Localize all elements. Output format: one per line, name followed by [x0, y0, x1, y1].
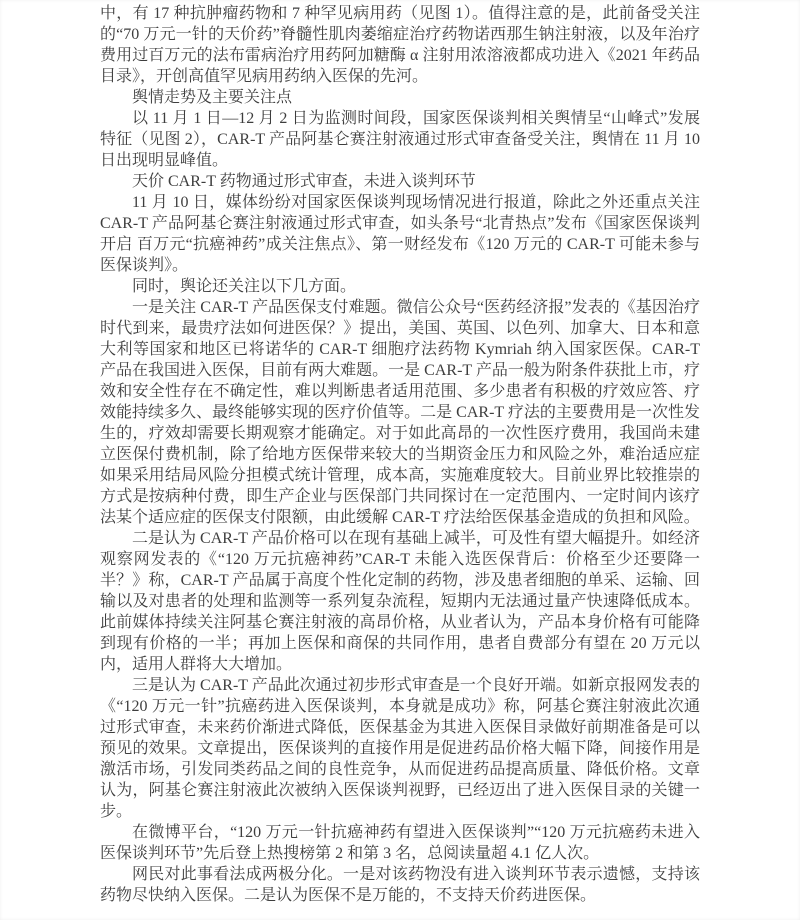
section-heading-cart-formal-review: 天价 CAR-T 药物通过形式审查，未进入谈判环节 [132, 173, 476, 190]
paragraph-point-one-payment-difficulty: 一是关注 CAR-T 产品医保支付难题。微信公众号“医药经济报”发表的《基因治疗时代到来，最贵疗法如何进医保？》提出，美国、英国、以色列、加拿大、日本和意大利等国家和地区已将诺华的 CAR-T 细胞疗法药物 Kymriah 纳入国家医保。CAR-T 产品在我国进入医保，目前有两大难题。一是 CAR-T 产品一般为附条件获批上市，疗效和安全性存在不确定性，难以判断患者适用范围、多少患者有积极的疗效应答、疗效能持续多久、最终能够实现的医疗价值等。二是 CAR-T 疗法的主要费用是一次性发生的，疗效却需要长期观察才能确定。对于如此高昂的一次性医疗费用，我国尚未建立医保付费机制，除了给地方医保带来较大的当期资金压力和风险之外，难治适应症如果采用结局风险分担模式统计管理，成本高，实施难度较大。目前业界比较推崇的方式是按病种付费，即生产企业与医保部门共同探讨在一定范围内、一定时间内该疗法某个适应症的医保支付限额，由此缓解 CAR-T 疗法给医保基金造成的负担和风险。 [100, 299, 700, 526]
paragraph-continuation: 中，有 17 种抗肿瘤药物和 7 种罕见病用药（见图 1）。值得注意的是，此前备受关注的“70 万元一针的天价药”脊髓性肌肉萎缩症治疗药物诺西那生钠注射液，以及年治疗费用过百万元的法布雷病治疗用药阿加糖酶 α 注射用浓溶液都成功进入《2021 年药品目录》，开创高值罕见病用药纳入医保的先河。 [100, 5, 700, 85]
paragraph-media-reports: 11 月 10 日，媒体纷纷对国家医保谈判现场情况进行报道，除此之外还重点关注 CAR-T 产品阿基仑赛注射液通过形式审查，如头条号“北青热点”发布《国家医保谈判开启 百万元“抗癌神药”成关注焦点》、第一财经发布《120 万元的 CAR-T 可能未参与医保谈判》。 [100, 194, 700, 274]
paragraph-weibo-hot-search: 在微博平台，“120 万元一针抗癌神药有望进入医保谈判”“120 万元抗癌药未进入医保谈判环节”先后登上热搜榜第 2 和第 3 名，总阅读量超 4.1 亿人次。 [100, 824, 700, 862]
paragraph-point-three-good-start: 三是认为 CAR-T 产品此次通过初步形式审查是一个良好开端。如新京报网发表的《“120 万元一针”抗癌药进入医保谈判，本身就是成功》称，阿基仑赛注射液此次通过形式审查，未来药价渐进式降低，医保基金为其进入医保目录做好前期准备是可以预见的效果。文章提出，医保谈判的直接作用是促进药品价格大幅下降，间接作用是激活市场，引发同类药品之间的良性竞争，从而促进药品提高质量、降低价格。文章认为，阿基仑赛注射液此次被纳入医保谈判视野，已经迈出了进入医保目录的关键一步。 [100, 677, 700, 820]
paragraph-transition: 同时，舆论还关注以下几方面。 [132, 278, 357, 295]
paragraph-point-two-price-halving: 二是认为 CAR-T 产品价格可以在现有基础上减半，可及性有望大幅提升。如经济观察网发表的《“120 万元抗癌神药”CAR-T 未能入选医保背后：价格至少还要降一半？》称，CAR-T 产品属于高度个性化定制的药物，涉及患者细胞的单采、运输、回输以及对患者的处理和监测等一系列复杂流程，短期内无法通过量产快速降低成本。此前媒体持续关注阿基仑赛注射液的高昂价格，从业者认为，产品本身价格有可能降到现有价格的一半；再加上医保和商保的共同作用，患者自费部分有望在 20 万元以内，适用人群将大大增加。 [100, 530, 700, 673]
paragraph-netizen-opinions: 网民对此事看法成两极分化。一是对该药物没有进入谈判环节表示遗憾，支持该药物尽快纳入医保。二是认为医保不是万能的，不支持天价药进医保。 [100, 866, 700, 904]
section-heading-public-opinion-trend: 舆情走势及主要关注点 [132, 89, 293, 106]
paragraph-monitoring-period: 以 11 月 1 日—12 月 2 日为监测时间段，国家医保谈判相关舆情呈“山峰式”发展特征（见图 2），CAR-T 产品阿基仑赛注射液通过形式审查备受关注，舆情在 11 月 10 日出现明显峰值。 [100, 110, 700, 169]
